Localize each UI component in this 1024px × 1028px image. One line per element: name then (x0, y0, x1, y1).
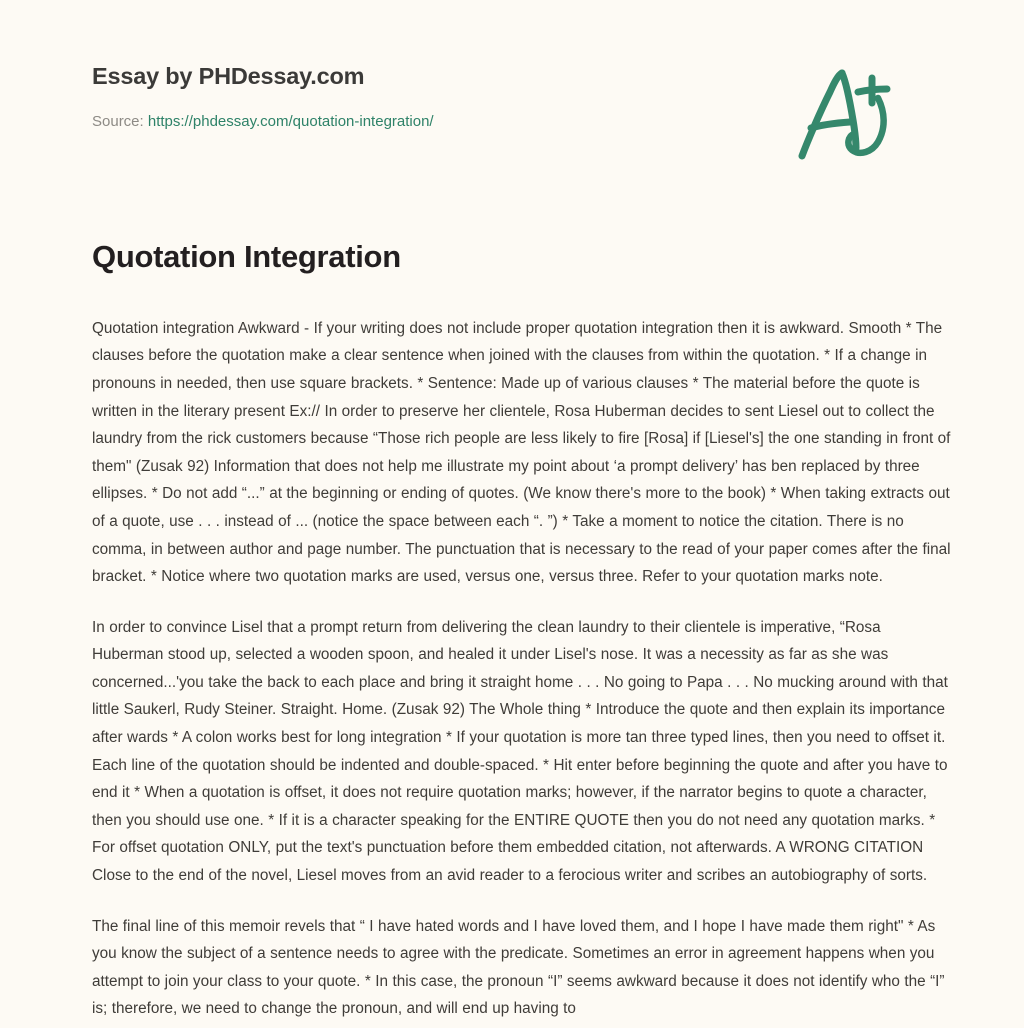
article-body (0, 277, 1024, 1023)
paragraph: The final line of this memoir revels that “ I have hated words and I have loved them, and I hope I have made them right" * As you know the subject of a sentence needs to agree with the predicate. Sometimes an error in agreement happens when you attempt to join your class to your quote. * In this case, the pronoun “I” seems awkward because it does not identify who the “I” is; therefore, we need to change the pronoun, and will end up having to (92, 917, 945, 1018)
paragraph: Quotation integration Awkward - If your writing does not include proper quotation integration then it is awkward. Smooth * The clauses before the quotation make a clear sentence when joined with the clauses from within the quotation. * If a change in pronouns in needed, then use square brackets. * Sentence: Made up of various clauses * The material before the quote is written in the literary present Ex:// In order to preserve her clientele, Rosa Huberman decides to sent Liesel out to collect the laundry from the rick customers because “Those rich people are less likely to fire [Rosa] if [Liesel's] the one standing in front of them" (Zusak 92) Information that does not help me illustrate my point about ‘a prompt delivery’ has ben replaced by three ellipses. * Do not add “...” at the beginning or ending of quotes. (We know there's more to the book) * When taking extracts out of a quote, use . . . instead of ... (notice the space between each “. ”) * Take a moment to notice the citation. There is no comma, in between author and page number. The punctuation that is necessary to the read of your paper comes after the final bracket. * Notice where two quotation marks are used, versus one, versus three. Refer to your quotation marks note. (92, 319, 951, 586)
source-url-link[interactable]: https://phdessay.com/quotation-integration/ (147, 113, 434, 131)
byline: Essay by PHDessay.com (92, 63, 365, 89)
header-left (92, 62, 434, 132)
source-line (92, 112, 434, 132)
source-label: Source: (92, 113, 144, 131)
paragraph: In order to convince Lisel that a prompt return from delivering the clean laundry to their clientele is imperative, “Rosa Huberman stood up, selected a wooden spoon, and healed it under Lisel's nose. It was a necessity as far as she was concerned...'you take the back to each place and bring it straight home . . . No going to Papa . . . No mucking around with that little Saukerl, Rudy Steiner. Straight. Home. (Zusak 92) The Whole thing * Introduce the quote and then explain its importance after wards * A colon works best for long integration * If your quotation is more tan three typed lines, then you need to offset it. Each line of the quotation should be indented and double-spaced. * Hit enter before beginning the quote and after you have to end it * When a quotation is offset, it does not require quotation marks; however, if the narrator begins to quote a character, then you should use one. * If it is a character speaking for the ENTIRE QUOTE then you do not need any quotation marks. * For offset quotation ONLY, put the text's punctuation before them embedded citation, not afterwards. A WRONG CITATION Close to the end of the novel, Liesel moves from an avid reader to a ferocious writer and scribes an autobiography of sorts. (92, 618, 948, 885)
page-header (0, 0, 1024, 160)
page-title: Quotation Integration (92, 239, 401, 274)
a-plus-logo-icon (790, 64, 900, 160)
